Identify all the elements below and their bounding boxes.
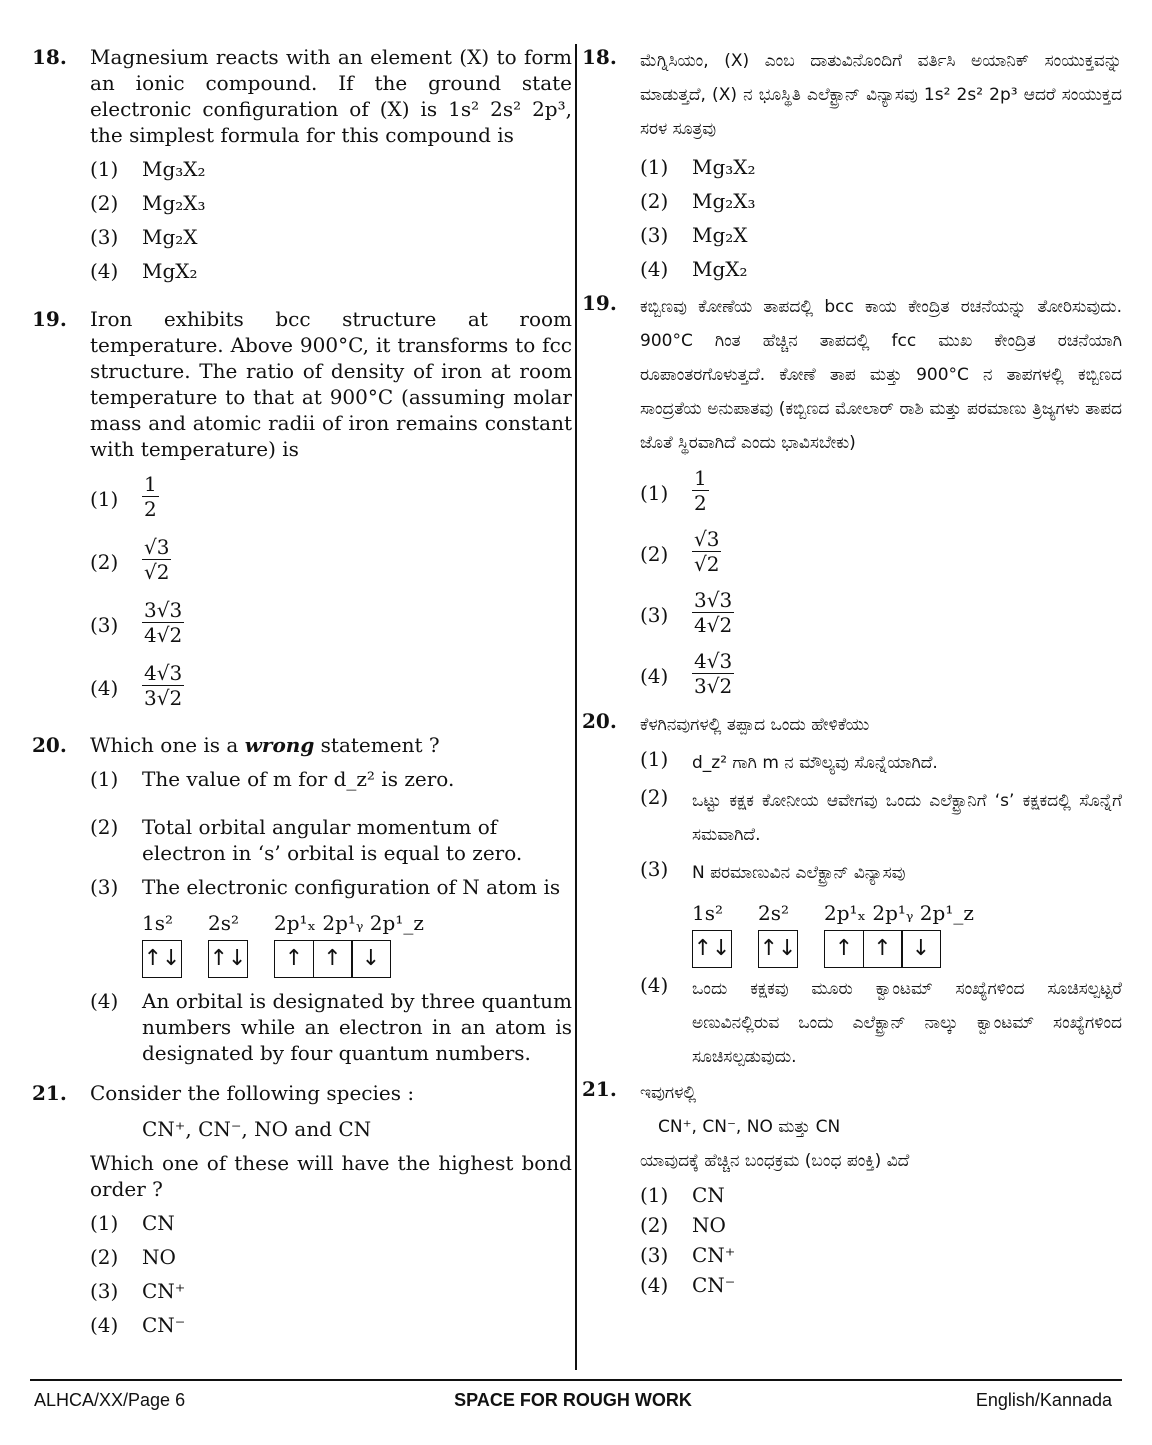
option-1[interactable]: (1) The value of m for d_z² is zero.	[90, 767, 455, 791]
question-number: 20.	[582, 709, 617, 733]
page-code: ALHCA/XX/Page 6	[34, 1390, 186, 1410]
question-text: Magnesium reacts with an element (X) to form an ionic compound. If the ground state electronic configuration of (X) is 1s² 2s² 2p³, the simplest formula for this compound is	[90, 45, 572, 147]
option-3[interactable]: (3) CN⁺	[640, 1243, 736, 1267]
orbital-box: ↓	[351, 940, 391, 978]
question-number: 21.	[32, 1081, 67, 1105]
question-text: ಕೆಳಗಿನವುಗಳಲ್ಲಿ ತಪ್ಪಾದ ಒಂದು ಹೇಳಿಕೆಯು	[640, 715, 870, 735]
option-1[interactable]: (1) CN	[640, 1183, 725, 1207]
kannada-column	[582, 44, 1122, 1298]
fraction: $\frac{4√3}{3√2}$	[694, 649, 733, 698]
option-3[interactable]: (3) CN⁺	[90, 1279, 186, 1303]
question-text: ಇವುಗಳಲ್ಲಿ	[640, 1083, 697, 1103]
page-footer	[34, 1390, 1112, 1416]
orbital-box: ↑	[824, 930, 864, 968]
language-label: English/Kannada	[975, 1390, 1112, 1410]
orbital-diagram: 1s² ↑↓ 2s² ↑↓ 2p¹ₓ 2p¹ᵧ 2p¹_z ↑ ↑ ↓	[692, 900, 1122, 968]
english-column	[32, 44, 572, 1338]
option-1[interactable]: (1) $\frac{1}{2}$	[640, 466, 707, 515]
orbital-box: ↑	[863, 930, 903, 968]
orbital-box: ↑↓	[208, 940, 248, 978]
option-3[interactable]: (3) $\frac{3√3}{4√2}$	[90, 598, 183, 647]
option-2[interactable]: (2) Total orbital angular momentum of electron in ‘s’ orbital is equal to zero.	[90, 815, 523, 865]
option-3[interactable]: (3) $\frac{3√3}{4√2}$	[640, 588, 733, 637]
fraction: $\frac{3√3}{4√2}$	[694, 588, 733, 637]
question-text-2: Which one of these will have the highest bond order ?	[90, 1151, 572, 1201]
orbital-box: ↑↓	[692, 930, 732, 968]
option-1[interactable]: (1) Mg₃X₂	[90, 157, 206, 181]
fraction: $\frac{1}{2}$	[144, 472, 157, 521]
orbital-box: ↑↓	[758, 930, 798, 968]
question-text-2: ಯಾವುದಕ್ಕೆ ಹೆಚ್ಚಿನ ಬಂಧಕ್ರಮ (ಬಂಧ ಪಂಕ್ತಿ) ವಿದೆ	[640, 1151, 910, 1171]
option-1[interactable]: (1) CN	[90, 1211, 175, 1235]
fraction: $\frac{√3}{√2}$	[144, 535, 170, 584]
question-text: ಕಬ್ಬಿಣವು ಕೋಣೆಯ ತಾಪದಲ್ಲಿ bcc ಕಾಯ ಕೇಂದ್ರಿತ ರಚನೆಯನ್ನು ತೋರಿಸುವುದು. 900°C ಗಿಂತ ಹೆಚ್ಚಿನ ತಾಪದಲ್ಲಿ fcc ಮುಖ ಕೇಂದ್ರಿತ ರಚನೆಯಾಗಿ ರೂಪಾಂತರಗೊಳುತ್ತದೆ. ಕೋಣೆ ತಾಪ ಮತ್ತು 900°C ನ ತಾಪಗಳಲ್ಲಿ ಕಬ್ಬಿಣದ ಸಾಂದ್ರತೆಯ ಅನುಪಾತವು (ಕಬ್ಬಿಣದ ಮೋಲಾರ್ ರಾಶಿ ಮತ್ತು ಪರಮಾಣು ತ್ರಿಜ್ಯಗಳು ತಾಪದ ಜೊತೆ ಸ್ಥಿರವಾಗಿದೆ ಎಂದು ಭಾವಿಸಬೇಕು)	[640, 297, 1122, 453]
question-20-kn	[582, 708, 1122, 1074]
option-4[interactable]: (4) ಒಂದು ಕಕ್ಷಕವು ಮೂರು ಕ್ವಾಂಟಮ್ ಸಂಖ್ಯೆಗಳಿಂದ ಸೂಚಿಸಲ್ಪಟ್ಟರೆ ಅಣುವಿನಲ್ಲಿರುವ ಒಂದು ಎಲೆಕ್ಟ್ರಾನ್ ನಾಲ್ಕು ಕ್ವಾಂಟಮ್ ಸಂಖ್ಯೆಗಳಿಂದ ಸೂಚಿಸಲ್ಪಡುವುದು.	[640, 973, 1122, 1067]
orbital-diagram: 1s² ↑↓ 2s² ↑↓ 2p¹ₓ 2p¹ᵧ 2p¹_z ↑ ↑ ↓	[142, 910, 572, 978]
orbital-box: ↑	[274, 940, 314, 978]
option-2[interactable]: (2) $\frac{√3}{√2}$	[640, 527, 720, 576]
option-2[interactable]: (2) Mg₂X₃	[640, 189, 756, 213]
option-3[interactable]: (3) Mg₂X	[640, 223, 748, 247]
fraction: $\frac{1}{2}$	[694, 466, 707, 515]
question-19-kn	[582, 290, 1122, 698]
question-21-en	[32, 1080, 572, 1338]
question-text: Which one is a wrong statement ?	[90, 733, 440, 757]
fraction: $\frac{3√3}{4√2}$	[144, 598, 183, 647]
question-number: 19.	[32, 307, 67, 331]
option-1[interactable]: (1) $\frac{1}{2}$	[90, 472, 157, 521]
species-list: CN⁺, CN⁻, NO and CN	[142, 1117, 372, 1141]
question-number: 19.	[582, 291, 617, 315]
option-3[interactable]: (3) N ಪರಮಾಣುವಿನ ಎಲೆಕ್ಟ್ರಾನ್ ವಿನ್ಯಾಸವು 1s² ↑↓ 2s² ↑↓ 2p¹ₓ 2p¹ᵧ 2p¹_z ↑ ↑ ↓	[640, 856, 1122, 968]
orbital-box: ↑↓	[142, 940, 182, 978]
option-4[interactable]: (4) MgX₂	[640, 257, 748, 281]
option-1[interactable]: (1) Mg₃X₂	[640, 155, 756, 179]
question-19-en	[32, 306, 572, 710]
option-2[interactable]: (2) $\frac{√3}{√2}$	[90, 535, 170, 584]
option-4[interactable]: (4) An orbital is designated by three quantum numbers while an electron in an atom is designated by four quantum numbers.	[90, 989, 572, 1065]
question-number: 21.	[582, 1077, 617, 1101]
option-2[interactable]: (2) NO	[640, 1213, 726, 1237]
option-3[interactable]: (3) Mg₂X	[90, 225, 198, 249]
option-4[interactable]: (4) CN⁻	[640, 1273, 736, 1297]
option-2[interactable]: (2) ಒಟ್ಟು ಕಕ್ಷಕ ಕೋನೀಯ ಆವೇಗವು ಒಂದು ಎಲೆಕ್ಟ್ರಾನಿಗೆ ‘s’ ಕಕ್ಷಕದಲ್ಲಿ ಸೊನ್ನೆಗೆ ಸಮವಾಗಿದೆ.	[640, 785, 1122, 845]
question-text: ಮೆಗ್ನಿಸಿಯಂ, (X) ಎಂಬ ದಾತುವಿನೊಂದಿಗೆ ವರ್ತಿಸಿ ಅಯಾನಿಕ್ ಸಂಯುಕ್ತವನ್ನು ಮಾಡುತ್ತದೆ, (X) ನ ಭೂಸ್ಥಿತಿ ಎಲೆಕ್ಟ್ರಾನ್ ವಿನ್ಯಾಸವು 1s² 2s² 2p³ ಆದರೆ ಸಂಯುಕ್ತದ ಸರಳ ಸೂತ್ರವು	[640, 51, 1122, 139]
question-number: 18.	[32, 45, 67, 69]
question-text: Consider the following species :	[90, 1081, 415, 1105]
option-3[interactable]: (3) The electronic configuration of N atom is 1s² ↑↓ 2s² ↑↓ 2p¹ₓ 2p¹ᵧ 2p¹_z ↑ ↑ ↓	[90, 874, 572, 978]
question-18-en	[32, 44, 572, 284]
fraction: $\frac{√3}{√2}$	[694, 527, 720, 576]
species-list: CN⁺, CN⁻, NO ಮತ್ತು CN	[658, 1117, 841, 1137]
question-20-en	[32, 732, 572, 1066]
option-4[interactable]: (4) $\frac{4√3}{3√2}$	[90, 661, 183, 710]
question-number: 20.	[32, 733, 67, 757]
option-2[interactable]: (2) Mg₂X₃	[90, 191, 206, 215]
rough-work-label: SPACE FOR ROUGH WORK	[454, 1390, 692, 1410]
fraction: $\frac{4√3}{3√2}$	[144, 661, 183, 710]
column-divider	[575, 44, 577, 1370]
footer-rule	[30, 1379, 1122, 1381]
option-4[interactable]: (4) $\frac{4√3}{3√2}$	[640, 649, 733, 698]
orbital-box: ↓	[901, 930, 941, 968]
orbital-box: ↑	[313, 940, 353, 978]
question-number: 18.	[582, 45, 617, 69]
question-21-kn	[582, 1076, 1122, 1298]
option-2[interactable]: (2) NO	[90, 1245, 176, 1269]
question-18-kn	[582, 44, 1122, 282]
option-1[interactable]: (1) d_z² ಗಾಗಿ m ನ ಮೌಲ್ಯವು ಸೊನ್ನೆಯಾಗಿದೆ.	[640, 747, 938, 773]
option-4[interactable]: (4) CN⁻	[90, 1313, 186, 1337]
option-4[interactable]: (4) MgX₂	[90, 259, 198, 283]
question-text: Iron exhibits bcc structure at room temperature. Above 900°C, it transforms to fcc structure. The ratio of density of iron at room temperature to that at 900°C (assuming molar mass and atomic radii of iron remains constant with temperature) is	[90, 307, 572, 461]
